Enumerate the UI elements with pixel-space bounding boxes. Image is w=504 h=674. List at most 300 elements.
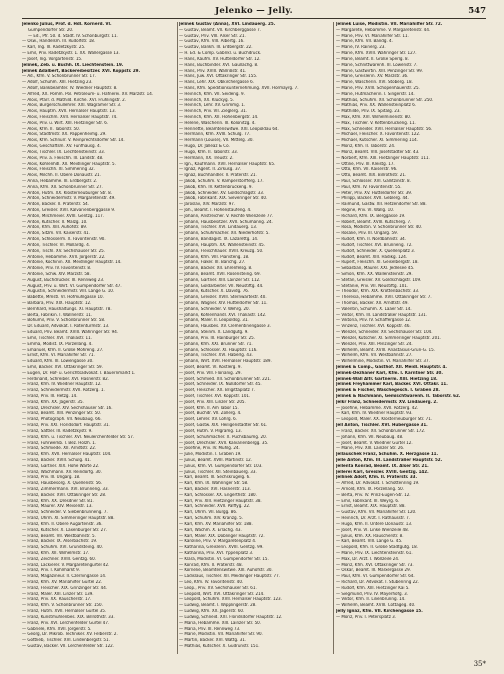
- directory-entry: — Barbara, Priv. XIX. Hauptstr. 12.: [22, 301, 92, 306]
- directory-entry: — Franz, Bäcker. XVII. Ottakringer Str. 28.: [22, 492, 107, 498]
- directory-entry: — Josef, Lehrer. XV. Löhrg. 6.: [179, 417, 238, 423]
- directory-heading-entry: Jelinek, Zeb. u. Buchh. IX. Liechtenstein. 19.: [22, 62, 124, 68]
- directory-entry: — Josef, Tischler. XVI. Koppstr. 101.: [179, 394, 251, 399]
- directory-entry: — Marie, Kfm. XVIII. Währinger Str. 127.: [336, 51, 417, 57]
- directory-entry: — Franz, Lackierer. V. Margaretengürtel 42.: [22, 562, 110, 568]
- directory-entry: — Johann, Greisler. XVIII. Sternwartestr. 40.: [179, 295, 267, 301]
- directory-entry: — Heinrich, Dr. Arzt. I. Rathausstr. 7.: [336, 516, 411, 522]
- directory-entry: — Alois, Priv. u. Wirt. XIII. Hietzinger Str. 6.: [22, 120, 109, 126]
- directory-entry: — Johann, Kohlenhändl. XVI. Thaliastr. 142.: [179, 312, 267, 318]
- directory-entry: — Franz, Kfm. u. Tischler. XVI. Neulerchenfelder Str. 57.: [22, 434, 135, 440]
- directory-entry: — Johann, Tischler. XVI. Lindauerg. 13.: [179, 225, 258, 231]
- directory-entry: — Wenzel, Priv. XIII. Penzinger Str. 24.: [336, 341, 413, 347]
- directory-entry: — Johann, Beamt. XVII. Rosensteing. 69.: [179, 271, 261, 277]
- directory-entry: — Marie, Hutmacherin. I. Singerstr. 14.: [336, 91, 415, 97]
- directory-entry: — Max, Schneider. XVII. Hernalser Hauptstr. 56.: [336, 126, 433, 132]
- directory-entry: — Johann, Kfm. VIII. Piaristeng. 18.: [179, 254, 250, 260]
- directory-entry: — Moriz, Kfm. II. Taborstr. 24.: [336, 144, 396, 150]
- directory-entry: — Margarete, Hebamme. V. Margaretenstr. 44.: [336, 27, 431, 33]
- directory-entry: — Marie, Schnittwarenh. III. Löwenstr. 7.: [336, 62, 418, 68]
- directory-entry: — Alois, Kfm. II. Taborstr. 50.: [22, 126, 80, 132]
- directory-entry: — Franz, Maurer. XIV. Meiselstr. 13.: [22, 504, 93, 510]
- directory-entry: — Max, Tischler. V. Kettenbrückeng. 11.: [336, 120, 416, 126]
- directory-entry: — Stefan, Greisler. XV. Goldschlagstr. 109.: [336, 277, 422, 283]
- directory-entry: — Wilhelm, Beamt. XVIII. Cottageg. 40.: [336, 603, 416, 609]
- directory-heading-entry: Jelkr Franz, Schneidermstr. XV. Lindauerg. 2.: [336, 399, 438, 405]
- directory-entry: — Gustav, Bankh. III. Erdbergstr. 22.: [179, 45, 253, 51]
- directory-entry: — Anton, Hutm. XX. Klosterneuburger Str. 8.: [22, 190, 112, 196]
- directory-entry: — Franz, Zeichner. XVIII. Gentzg. 60.: [22, 556, 96, 562]
- directory-entry: — Rudolf, Beamt. XIII. Hadikg. 124.: [336, 254, 408, 260]
- directory-entry: — Michael, Fleischer. X. Favoritenstr. 122.: [336, 132, 421, 138]
- directory-entry: — Ludwig, Schneid. XXI. Floridsdorfer Hauptstr. 12.: [179, 614, 283, 620]
- directory-entry: — Bohumil, Priv. V. Schönbrunner Str. 58.: [22, 318, 106, 324]
- directory-entry: — Johann, Fiaker. III. Barichg. 27.: [179, 260, 246, 266]
- directory-entry: — Emil, Priv. Radetzkystr. 1. XX. Wallergasse 13.: [22, 51, 120, 57]
- directory-heading-entry: Jellenta Konrad, Beamt. IX. Alser Str. 21.: [336, 463, 429, 469]
- directory-entry: — Leopold, Maler. XX. Klosterneuburger Str. 71.: [336, 417, 433, 423]
- directory-entry: — Heinrich, Kfm. VII. Seideng. 9.: [179, 91, 245, 97]
- column-left: [22, 22, 174, 658]
- directory-entry: — Anton, Greisler. XVII. Kalvarienberggasse 9.: [22, 208, 116, 213]
- directory-entry: — Rudolf, Schneider. X. Quellenplatz 3.: [336, 248, 416, 254]
- directory-entry: — Eduard, Priv. Beamt. XVIII. Währinger Str. 94.: [22, 330, 119, 336]
- directory-entry: — Karl, Beamt. III. Sechskrügelg. 6.: [179, 475, 251, 481]
- directory-heading-entry: Jelinek-Dezhaner Karl, Kfm. I. Kärntner Str. 30.: [336, 370, 443, 376]
- directory-entry: — Julius, Kfm. XX. Rauscherstr. 8.: [336, 533, 404, 539]
- directory-entry: — Martin, Bäcker. XVI. Wattg. 31.: [179, 638, 247, 644]
- directory-entry: — Franz, Wachmann. XV. Reindorfg. 30.: [22, 469, 102, 475]
- directory-entry: — Peter, Priv. XV. Hütteldorfer Str. 39.: [336, 190, 413, 196]
- directory-entry: — Alois, Stadtmstr. XX. Pappenheimg. 29.: [22, 132, 107, 138]
- directory-entry: — Alois, Milchh. II. Obere Donaustr. 21.: [22, 173, 101, 179]
- directory-entry: — Marie, IV. Rainerg. 23.: [336, 45, 386, 51]
- column-middle: [179, 22, 331, 658]
- directory-entry: — Rosalie, Priv. III. Ungarg. 59.: [336, 231, 398, 237]
- directory-entry: — Rudolf, Tischler. XVI. Brunneng. 72.: [336, 242, 413, 248]
- directory-entry: — Franz, Bäcker. XII. Schönbrunner Str. 172.: [336, 428, 426, 434]
- directory-entry: — Alois, Kfm. Schnurr. V. Reinprechtsdorfer Str. 14.: [22, 138, 125, 144]
- directory-entry: — Franz, Schneidermstr. XVII. Rötzerg. 1.: [22, 388, 105, 394]
- directory-entry: — Ludwig, Beamt. I. Wipplingerstr. 28.: [179, 603, 257, 609]
- directory-entry: — Ed., Pfr. 50. d. Stadt. IV. Schönburgstr. 11.: [28, 33, 118, 39]
- directory-entry: — Hermann (Louise), VII. Mittelg. 30.: [179, 138, 254, 144]
- directory-entry: — Alois, Fleischh. XI. Simmering 32.: [22, 167, 95, 173]
- directory-entry: — Philipp, Bäcker. XVII. Geblerg. 44.: [336, 196, 409, 202]
- directory-entry: — Konrad, Kfm. II. Praterstr. 48.: [179, 562, 243, 568]
- directory-entry: — Julius, Tischler. XII. Steinbauerg. 33.: [179, 469, 257, 475]
- directory-entry: — Babette, Mmstl. VI. Hofmühlgasse 10.: [22, 295, 104, 301]
- directory-entry: — Johann, Gärtner. XIII. Lainzer Str. 112.: [179, 277, 261, 283]
- directory-entry: — Heinrich, Kfm. XII. Hohenbergstr. 14.: [179, 115, 259, 120]
- directory-heading-entry: Jelinek Freyhammer Karl, Bäcker. XVI. Ottakr. 11.: [336, 382, 448, 388]
- directory-entry: — Joh., Beamt. I. Hohenstaufeng. 4.: [179, 208, 252, 213]
- directory-entry: — Johann, Kfm. VII. Neubaug. 48.: [336, 434, 404, 440]
- directory-entry: — Josef, Ing. Vorgartenstr. 15.: [22, 56, 83, 62]
- directory-entry: — Alfred, Dr. Advokat. I. Schottenring 19.: [336, 481, 420, 487]
- directory-entry: — Stefanie, Priv. VII. Neustiftg. 101.: [336, 283, 409, 289]
- directory-heading-entry: Jellauschek Franz, Schuhm. X. Herzgasse 11.: [336, 452, 439, 458]
- directory-entry: — Heinrich, Lehr. XV. Grimmg. 1.: [179, 103, 246, 109]
- directory-entry: — Heinrich, XX. Kluckyg. 5.: [179, 97, 234, 103]
- directory-entry: — Alois, Pfarr. d. Mathild. Kirche. XVI. Frühlingstr. 2.: [22, 97, 126, 103]
- directory-entry: — Maria, Hebamme. XIII. Lainzer Str. 50.: [179, 620, 262, 626]
- directory-entry: — Karoline, Priv. V. Margaretenplatz 4.: [179, 539, 257, 545]
- column-rule: [333, 22, 334, 654]
- directory-entry: — Josefine, Priv. IV. Mühlg. 24.: [179, 446, 240, 452]
- directory-entry: — Vinzenz, Tischler. XVI. Koppstr. 46.: [336, 324, 411, 330]
- directory-entry: — Richard, Dr. Advokat. I. Stubenring 22.: [336, 580, 420, 585]
- directory-entry: — Emil, Fabrikant. III. Weyrg. 6.: [336, 498, 400, 504]
- directory-entry: — Mathias, Schuhm. XII. Schönbrunner Str. 250.: [336, 97, 434, 103]
- directory-entry: — Karl, Uhrm. VII. Burgg. 86.: [179, 510, 238, 516]
- directory-entry: — Sebastian, Maurer. XXI. Jedlesee 45.: [336, 266, 415, 272]
- directory-entry: — Arnold, Kfm. IX. Porzellang. 50.: [336, 487, 405, 492]
- directory-heading-entry: Jellinek Adolf, Kfm. II. Praterstr. 33.: [336, 475, 418, 481]
- directory-entry: — Hugo, Dr. Jalleaz & Co.: [179, 144, 230, 150]
- directory-entry: — Emil, Bäcker. XVI. Ottakringer Str. 59.: [22, 364, 103, 370]
- directory-entry: — Josef, Schmied. XII. Schönbrunner Str. 221.: [179, 376, 272, 382]
- directory-entry: — Theresia, Hebamme. XVII. Ottakringer Str. 7.: [336, 295, 432, 301]
- directory-entry: — Jakob, Schneider. XV. Goldschlagstr. 33.: [179, 190, 265, 196]
- directory-entry: — Ign., Kaufmann. XVII. Hernalser Hauptstr. 65.: [179, 161, 276, 167]
- directory-entry: — Josef, Buchdr. VII. Zollerg. 4.: [179, 411, 242, 417]
- directory-entry: — Ad., Kfm. V. Schönbrunner Str. 17.: [22, 74, 96, 80]
- directory-heading-entry: Jellerei Karl, Greisler. XVIII. Gentzg. 142.: [336, 469, 429, 475]
- directory-columns: [22, 22, 488, 658]
- directory-entry: — Jakob, Fabrikant. XIX. Sieveringer Str. 40.: [179, 196, 268, 202]
- directory-entry: — Franz, Fuhrwerkb. I. Bez. Holzh. 1.: [22, 440, 97, 446]
- directory-entry: — Johann, Schneider. V. Wehrg. 20.: [179, 306, 250, 312]
- directory-heading-entry: Jelinek Gustav (Anna), XVI. Lindauerg. 25.: [179, 22, 276, 27]
- directory-entry: — Marie, Wäscherin. XVI. Stöberg. 18.: [336, 80, 413, 86]
- directory-entry: — Wenzel, Kutscher. XI. Simmeringer Hauptstr. 201.: [336, 335, 441, 341]
- directory-entry: — Moriz, Beamt. VIII. Josefstädter Str. 43.: [336, 149, 420, 155]
- directory-entry: — Anton, Kfm. XIII. Auhofstr. 89.: [22, 225, 88, 231]
- directory-entry: — Richard, Kfm. IX. Berggasse 19.: [336, 213, 406, 219]
- directory-entry: — Gabriele, Kfm. XVII. Jörgerstr. 5.: [22, 626, 92, 632]
- directory-entry: — Wilhelm, Kfm. VII. Westbahnstr. 27.: [336, 353, 413, 359]
- directory-entry: — Marie, Modistin. VII. Mariahilfer Str. 90.: [179, 632, 263, 638]
- directory-entry: — Valentin, Schuhm. X. Laaer Str. 14.: [336, 306, 412, 312]
- directory-entry: — Viktoria, Priv. IV. Schäffergasse 12.: [336, 318, 412, 324]
- page-number: 547: [468, 6, 486, 16]
- directory-entry: — Ottilie, Priv. III. Kleistg. 17.: [336, 161, 395, 167]
- directory-entry: — Wilhelmine, Modistin. VI. Mariahilfer Str. 37.: [336, 359, 430, 365]
- directory-entry: — Johann, Steinm. X. Landgutg. 9.: [179, 330, 249, 336]
- directory-entry: — Anton, Bäcker. II. Praterstr. 54.: [22, 202, 90, 208]
- directory-entry: — Johann, Wagner. XIV. Hütteldorfer Str. 11.: [179, 301, 268, 306]
- directory-entry: — Leopold, Schuhm. XVII. Hernalser Hauptstr. 123.: [179, 597, 282, 603]
- directory-entry: — Karl, Beamt. VIII. Lange G. 45.: [336, 539, 403, 545]
- directory-entry: — Anton, Tischler. VI. Mollardg. 4.: [22, 242, 91, 248]
- directory-entry: — Moriz, Kfm. XVI. Ottakringer Str. 73.: [336, 562, 414, 568]
- directory-entry: — Paul, Kfm. IV. Favoritenstr. 55.: [336, 184, 402, 190]
- directory-entry: — Franz, Priv. III. Ungarg. 18.: [22, 475, 81, 481]
- directory-entry: — Berta, Priv. IV. Prinz-Eugen-Str. 12.: [336, 492, 411, 498]
- directory-entry: — Anna, Kfm. XII. Schönbrunner Str. 27.: [22, 184, 103, 190]
- directory-entry: — Alois, Tischler. IX. Liechtensteinstr. 33.: [22, 149, 105, 155]
- directory-entry: — Josef, Fleischer. XX. Brigittaplatz 7.: [179, 388, 255, 394]
- directory-entry: — Anton, Schlosserm. X. Favoritenstr. 90.: [22, 237, 106, 243]
- directory-entry: — Gustav, Beamt. VII. Kirchberggasse 7.: [179, 27, 262, 33]
- directory-entry: — Franz, Priv. I. Kohlmarkt 9.: [22, 568, 81, 574]
- directory-entry: — Berta, Fabrikin. I. Wallnerstr. 11.: [22, 312, 93, 318]
- directory-entry: — Hans, Kaufm. XV. Hütteldorfer Str. 12.: [179, 56, 261, 62]
- directory-entry: — Marie, Priv. XVIII. Schopenhauerstr. 25.: [336, 85, 420, 91]
- directory-entry: — Augustin, Schneidermstr. VIII. Lange G. 10.: [22, 289, 115, 295]
- directory-entry: — Anton, Kutscher. II. Malzg. 10.: [22, 219, 88, 225]
- directory-entry: — Oskar, Beamt. III. Marxergasse 29.: [336, 568, 411, 574]
- directory-entry: — Ignaz, Agent. II. Zirkusg. 37.: [179, 167, 242, 173]
- directory-entry: — Josef, Drechsler. XVII. Kalvarienbergg. 35.: [179, 440, 269, 446]
- directory-entry: — Franz, Kfm. II. Obere Augartenstr. 36.: [22, 521, 103, 527]
- directory-entry: — Helene, Wäscherin. III. Kolonitzg. 4.: [179, 120, 256, 126]
- directory-entry: — Anton, Tischl. XV. Sechshauser Str. 25.: [22, 248, 105, 254]
- directory-entry: — Theodor, Kfm. XIX. Krottenbachstr. 33.: [336, 289, 420, 295]
- directory-entry: — Karl, Priv. XIII. Hietzinger Hauptstr. 38.: [179, 498, 262, 504]
- directory-entry: — Paul, Schlosser. XVI. Gallitzinstr. 8.: [336, 178, 411, 184]
- directory-entry: — Hans, Lehr. XIX. Obkirchergasse 6.: [179, 80, 255, 86]
- directory-entry: — Karl, Maler. XIX. Döblinger Hauptstr. 72.: [179, 533, 265, 539]
- directory-entry: — Franz, Kfm. V. Schönbrunner Str. 150.: [22, 603, 103, 609]
- directory-entry: — Gustav, Priv. VIII. Alser Str. 21.: [179, 33, 246, 39]
- directory-entry: — Johann, Priv. III. Hainburger Str. 25.: [179, 335, 256, 341]
- directory-entry: — Karl, Schneider. XVII. Palffyg. 22.: [179, 504, 251, 510]
- directory-entry: — Leopold, Wirt. XVI. Ottakringer Str. 214.: [179, 591, 265, 597]
- directory-entry: — Johann, Bäcker. XII. Ehrenfelsg. 8.: [179, 266, 253, 272]
- directory-entry: — Franz, Bäcker. IX. Alserbachstr. 19.: [22, 539, 98, 545]
- directory-entry: — Leop., Priv. XV. Sechshauser Str. 61.: [179, 585, 257, 591]
- directory-entry: — Franz, Bäcker. XVIII. Schulg. 41.: [22, 457, 92, 463]
- directory-entry: — Marie, Gastwirtin. XIII. Penzinger Str. 99.: [336, 68, 423, 74]
- directory-entry: — Thomas, Bäcker. XII. Arndtstr. 49.: [336, 301, 409, 306]
- directory-entry: — Hermann, XX. Treustr. 2.: [179, 155, 234, 161]
- directory-entry: — Jakob, Schuhm. V. Ramperstorfferg. 17.: [179, 178, 264, 184]
- directory-entry: — Hugo, Kfm. II. Untere Donaustr. 13.: [336, 521, 413, 527]
- directory-entry: — Emil, Tischler. XVI. Thaliastr. 11.: [22, 335, 92, 341]
- directory-entry: — Bernhard, Haushaltungs. XI. Hauptstr. 78.: [22, 306, 112, 312]
- directory-entry: — Ladislaus, Tischler. XII. Meidlinger Hauptstr. 77.: [179, 574, 280, 580]
- directory-entry: — Anna, Hebamme. III. Erdbergstr. 2.: [22, 178, 98, 184]
- directory-entry: — Franz, Priv. XVI. Lerchenfelder Gürtel 47.: [22, 620, 110, 626]
- directory-entry: — Gustav, Kfm. VIII. Albertg. 16.: [179, 39, 245, 45]
- directory-entry: — Rudolf, Kfm. XIII. Hietzinger Kai 5.: [336, 585, 410, 591]
- directory-heading-entry: Jelly Ignaz, Kfm. VII. Kirchengasse 15.: [336, 609, 423, 615]
- directory-entry: — Franz, Hausbesorg. X. Quellenstr. 56.: [22, 481, 103, 487]
- directory-entry: — Simon, Kfm. XX. Wallensteinstr. 29.: [336, 271, 413, 277]
- directory-entry: — Josefine, Hebamme. XVII. Rötzerg. 42.: [336, 405, 419, 411]
- directory-entry: — Johann, Maler. II. Leopoldsg. 31.: [179, 318, 249, 324]
- directory-entry: — Franz, Uhrm. XI. Simmeringer Hauptstr. 88.: [22, 516, 115, 522]
- directory-entry: — Ludwig, Kfm. XX. Jägerstr. 60.: [179, 609, 245, 615]
- directory-entry: — Emanuel, Kfm. II. Große Mohreng. 27.: [22, 347, 104, 353]
- directory-entry: — Hugo, Kfm. II. Taborstr. 33.: [179, 149, 238, 155]
- directory-entry: — Rosa, Modistin. V. Schönbrunner Str. 40.: [336, 225, 423, 231]
- directory-entry: — Franz, Priv. XXI. Floridsdorf. Hauptstr. 31.: [22, 423, 110, 429]
- directory-entry: — Franz, Kutscher. X. Laxenburger Str. 27.: [22, 527, 108, 533]
- directory-entry: — Siegmund, Priv. IV. Mayerhofg. 3.: [336, 591, 408, 597]
- directory-entry: — Mathilde, Priv. IX. Spitalg. 23.: [336, 109, 401, 115]
- directory-heading-entry: Jelinek Adalbert, Bäckereibesitzer. XVI. Koppstr. 29.: [22, 68, 141, 74]
- directory-entry: — Johann, Hauptm. XX. Wallensteinstr. 45.: [179, 242, 265, 248]
- directory-entry: — Franz, Schuhm. XVI. Grundsteing. 40.: [22, 545, 104, 551]
- directory-entry: — Franz, Kfm. XX. Dresdner Str. 81.: [22, 498, 94, 504]
- directory-heading-entry: Jelinek & Nachmann, Gemischtwarenh. II. Taborstr. 62.: [336, 394, 461, 399]
- directory-entry: — Franz, Photograph. VII. Neubaug. 66.: [22, 417, 102, 423]
- directory-entry: — Adolf, Schuhm. XIII. Hietzing 23.: [22, 80, 93, 86]
- directory-entry: — Gustav, Kfm. VII. Mariahilfer Str. 120.: [336, 510, 417, 516]
- directory-entry: — Franz, Kunstmühlenbes. XIX. Billrothstr. 33.: [22, 614, 115, 620]
- directory-entry: — Johann, Goldarbeiter. VII. Neustiftg. 44.: [179, 283, 264, 289]
- directory-entry: — Karl, Kfm. IX. Währinger Str. 58.: [179, 481, 249, 487]
- directory-entry: — Paul, Kfm. VI. Gumpendorfer Str. 64.: [336, 574, 415, 580]
- directory-entry: — Heinrich, Priv. VII. Zieglerg. 31.: [179, 109, 247, 115]
- directory-entry: — Julius, Beamt. XVIII. Martinstr. 12.: [179, 457, 253, 463]
- directory-entry: — Marie, Greislerin. XV. Märzstr. 36.: [336, 74, 409, 80]
- directory-entry: — Gustav, Bäcker. VII. Lerchenfelder Str. 122.: [22, 643, 115, 649]
- directory-entry: — Hans, Priv. XVIII. Wallrißstr. 41.: [179, 68, 247, 74]
- directory-entry: — Ignaz, Buchhändler. II. Praterstr. 21.: [179, 173, 257, 179]
- directory-entry: — Antonie, Priv. IV. Favoritenstr. 8.: [22, 266, 92, 272]
- directory-entry: — Johann, Kfm. XXI. Brünner Str. 71.: [179, 341, 253, 347]
- directory-entry: — Franz, Beamt. VII. Westbahnstr. 5.: [22, 533, 96, 539]
- directory-entry: — Ferdinand, Schreiber. XVI. Hasnerstr. 82.: [22, 376, 109, 382]
- page-header: [22, 4, 486, 19]
- directory-entry: — Franz, Sattler. III. Radetzkystr. 9.: [22, 428, 93, 434]
- directory-entry: — Kornelie, Beamtenswitwe. XIII. Auhofstr. 30.: [179, 568, 273, 574]
- directory-entry: — Hermann, Kfm. XVIII. Schulg. 77.: [179, 132, 251, 138]
- directory-entry: — H. Ed. & Comp. Gabrikl. u. Buchdruck.: [179, 51, 262, 57]
- signature-mark: 35*: [473, 660, 486, 668]
- directory-entry: — Franz, Priv. III. Hetzg. 14.: [22, 394, 78, 399]
- directory-heading-entry: Jelenko Julius, Prof. d. Hdl. Körnerd. VI.: [22, 22, 112, 27]
- directory-entry: — Alois, Fleischm. XVII. Hernalser Hauptstr. 74.: [22, 115, 118, 120]
- directory-entry: — Marie, Priv. IX. Liechtensteinstr. 61.: [336, 550, 413, 556]
- directory-entry: — Johann, Schuhmacher. XII. Niederhofstr. 5.: [179, 231, 270, 237]
- directory-entry: — Jaroslav, XIV. Märzstr. 97.: [179, 202, 236, 208]
- directory-entry: — Johann, Kutscher. X. Davidg. 76.: [179, 289, 250, 295]
- column-rule: [177, 22, 178, 654]
- directory-entry: — Emma, Modist. IX. Porzellang. 4.: [22, 341, 93, 347]
- directory-entry: — Franz, Kfm. XX. Jägerstr. 35.: [22, 399, 84, 405]
- directory-entry: — Johann, Schlosser. XI. Hauptstr. 116.: [179, 347, 258, 353]
- directory-entry: — Karl, Bäcker. XVI. Hasnerstr. 113.: [179, 487, 251, 492]
- directory-heading-entry: Jelinek Luise, Modistin. VII. Mariahilfer Str. 72.: [336, 22, 443, 27]
- directory-entry: — Franz, Kfm. XVII. Hernalser Hauptstr. 104.: [22, 452, 112, 458]
- directory-entry: Gumpendorfer Str. 20.: [28, 27, 74, 33]
- directory-entry: — Marie, Beamt. II. Große Sperlg. 8.: [336, 56, 409, 62]
- directory-entry: — Anton, Milchmeier. XVIII. Gentzg. 117.: [22, 213, 105, 219]
- directory-entry: — Franz, Schmiede. XII. Arndtstr. 22.: [22, 446, 97, 452]
- directory-entry: — Anton, Schneidermstr. V. Margaretenstr. 49.: [22, 196, 116, 202]
- directory-heading-entry: Jelinek & Comp., Gasthof. XII. Meidl. Hauptstr. 4.: [336, 364, 447, 370]
- directory-entry: — Karl, Schuhm. XIV. Kranzg. 5.: [179, 516, 243, 522]
- directory-entry: — Georg, Dr. Mikrob. Techniker. XV. Felberstr. 2.: [22, 632, 118, 638]
- directory-entry: — Viktor, Kfm. III. Landstraßer Hauptstr. 131.: [336, 312, 427, 318]
- directory-heading-entry: Jelinek-Wall Alfr. Gärtnerm. XIII. Hietzing 18.: [336, 376, 438, 382]
- directory-heading-entry: Jelle Anton, Kfm. III. Landstraßer Hauptstr. 52.: [336, 457, 443, 463]
- directory-entry: — Osw., Handelsm. III. Rudolfstr. 18.: [22, 39, 96, 45]
- directory-entry: — Johann, Wirt. XVII. Hernalser Hauptstr. 189.: [179, 359, 272, 365]
- directory-entry: — Julius, Kfm. VI. Gumpendorfer Str. 103.: [179, 463, 263, 469]
- directory-entry: — Ernst, Kfm. VI. Mariahilfer Str. 71.: [22, 353, 95, 359]
- directory-entry: — Otto, Kfm. VII. Kaiserstr. 96.: [336, 167, 398, 173]
- directory-entry: — Josef, Schuhmacher. X. Puchsbaumg. 20.: [179, 434, 267, 440]
- directory-entry: — Klara, Modistin. VI. Gumpendorfer Str. 15.: [179, 556, 269, 562]
- directory-entry: — Antonie, Köchinin. XII. Meidlinger Hauptstr. 14.: [22, 260, 122, 266]
- directory-entry: — August, Buchdrucker. III. Rennweg 23.: [22, 277, 105, 283]
- directory-entry: — Otto, Beamt. XIX. Billrothstr. 21.: [336, 173, 407, 179]
- directory-entry: — Josef, Priv. VIII. Florianig. 29.: [179, 370, 242, 376]
- directory-entry: — Rupert, Fleischh. XI. Geiselbergstr. 18.: [336, 260, 419, 266]
- directory-entry: — Josef, Gastw. XIX. Heiligenstädter Str. 61.: [179, 423, 268, 429]
- directory-entry: — Josef, Beamt. VI. Köstlerg. 9.: [179, 364, 242, 370]
- directory-entry: — Marie, Priv. XIII. Lainzer Str. 26.: [336, 446, 405, 452]
- directory-entry: — Josef, Priv. VI. Linke Wienzeile 48.: [336, 527, 409, 533]
- directory-entry: — Josef, Kfm. II. Am Tabor 15.: [179, 405, 239, 411]
- directory-entry: — Alois, Priv. a. Fleischh. III. Landstr. 48.: [22, 155, 104, 161]
- directory-entry: — Max, Dr. Arzt. I. Wollzeile 24.: [336, 556, 400, 562]
- directory-entry: — Robert, Beamt. XVIII. Kutscherg. 7.: [336, 219, 412, 225]
- directory-entry: — Franz, Fleischer. XIX. Grinzinger Str. 44.: [22, 585, 108, 591]
- directory-entry: — Josef, Schneider. IX. Nußdorfer Str. 45.: [179, 382, 262, 388]
- directory-entry: — Marie, Priv. VI. Mariahilfer Str. 11.: [336, 33, 409, 39]
- directory-entry: — Karl, Kfm. XV. Mariahilfer Str. 188.: [179, 521, 253, 527]
- directory-entry: — Johann, Anstreicher. V. Rechte Wienzeile 77.: [179, 213, 274, 219]
- directory-entry: — Michael, Kutscher. XI. Simmering 114.: [336, 138, 419, 144]
- directory-entry: — Alois, Bürgerschullehrer. XXI. Wagramer Str. 3.: [22, 103, 122, 109]
- directory-entry: — Johann, Tischler. XVI. Haberlg. 43.: [179, 353, 253, 359]
- directory-entry: — Dr. Eduard, Advokat. I. Rotenturmstr. 13.: [22, 324, 110, 330]
- directory-entry: — Franz, Kfm. XV. Mariahilfer Gürtel 22.: [22, 580, 103, 585]
- directory-entry: — Jakob, Kfm. IV. Kettenbrückeng. 9.: [179, 184, 253, 190]
- directory-entry: — Eugen, Dr. Hof- u. Gerichtsadvokat. I. Bauernmarkt 1.: [22, 370, 136, 376]
- directory-entry: — Antonie, Hebamme. XVII. Jörgerstr. 22.: [22, 254, 106, 260]
- directory-entry: — Ernst, Beamt. XIX. Hauptstr. 88.: [336, 504, 406, 510]
- directory-entry: — Alois, Kohlenhdl. XII. Meidlinger Hauptstr. 5.: [22, 161, 116, 167]
- directory-entry: — Johann, Bandagist. IX. Lazarettg. 14.: [179, 237, 259, 243]
- directory-entry: — Johann, Hausbes. XV. Clementinengasse 3.: [179, 324, 271, 330]
- directory-entry: — Viktor, Kfm. II. Lilienbrunng. 14.: [336, 597, 406, 603]
- directory-entry: — Alfred, XX. Pomm. Pol. Petroleum- u. Hafnerei. XV. Märzstr. 14.: [22, 91, 154, 97]
- directory-heading-entry: Jelinek & Fischer, Wäschegesch. I. Graben 28.: [336, 388, 440, 394]
- directory-entry: — Alois, Geschäftsm. XV. Fünfhausg. 4.: [22, 144, 101, 150]
- directory-entry: — Julie, Modistin. I. Graben 19.: [179, 452, 242, 458]
- directory-entry: — Franz, Maler. XIII. Linzer Str. 139.: [22, 591, 94, 597]
- directory-entry: — Franz, Kfm. IV. Wiedner Hauptstr. 12.: [22, 382, 102, 388]
- directory-entry: — Norbert, Kfm. XIII. Hietzinger Hauptstr. 111.: [336, 155, 430, 161]
- directory-entry: — Henriette, Beamtenswitwe. XXI. Leopoldau 64.: [179, 126, 279, 132]
- directory-entry: — Franz, Hutm. XVII. Hernalser Gürtel 35.: [22, 609, 107, 615]
- directory-entry: — Wenzel, Schneider. XV. Sechshauser Str. 104.: [336, 330, 433, 336]
- running-title: Jelenko — Jelly.: [215, 6, 293, 16]
- directory-entry: — Antonie, Schw. XIV. Märzstr. 58.: [22, 271, 91, 277]
- directory-entry: — Regine, Priv. VI. Wallg. 10.: [336, 208, 395, 213]
- directory-entry: — Franz, Drechsler. XIV. Sechshauser Str. 16.: [22, 405, 113, 411]
- directory-entry: — Katharina, Priv. XVI. Yppenplatz 3.: [179, 550, 254, 556]
- directory-entry: — Katharina, Greislerin. XVIII. Gentzg. 99.: [179, 545, 264, 551]
- directory-entry: — Alois, Hauptm. XVII. Hernalser Hauptstr. 13.: [22, 109, 116, 115]
- directory-entry: — Mathias, Kutscher. X. Gudrunstr. 151.: [179, 643, 260, 649]
- directory-entry: — Franz, Gärtner. XIX. Hohe Warte 22.: [22, 463, 100, 469]
- directory-entry: — Johann, Fleischhauer. XVIII. Kreuzg. 50.: [179, 248, 264, 254]
- directory-entry: — Karl, Ing. III. Radetzkystr. 25.: [22, 45, 86, 51]
- directory-entry: — Franz, Beamt. XIII. Penzinger Str. 50.: [22, 411, 102, 417]
- directory-entry: — Anton, Sitzm. VII. Kaiserstr. 41.: [22, 231, 90, 237]
- directory-entry: — Rudolf, Kfm. II. Nordbahnstr. 34.: [336, 237, 407, 243]
- directory-entry: — Hans, Juw. XVI. Ottakringer Str. 155.: [179, 74, 258, 80]
